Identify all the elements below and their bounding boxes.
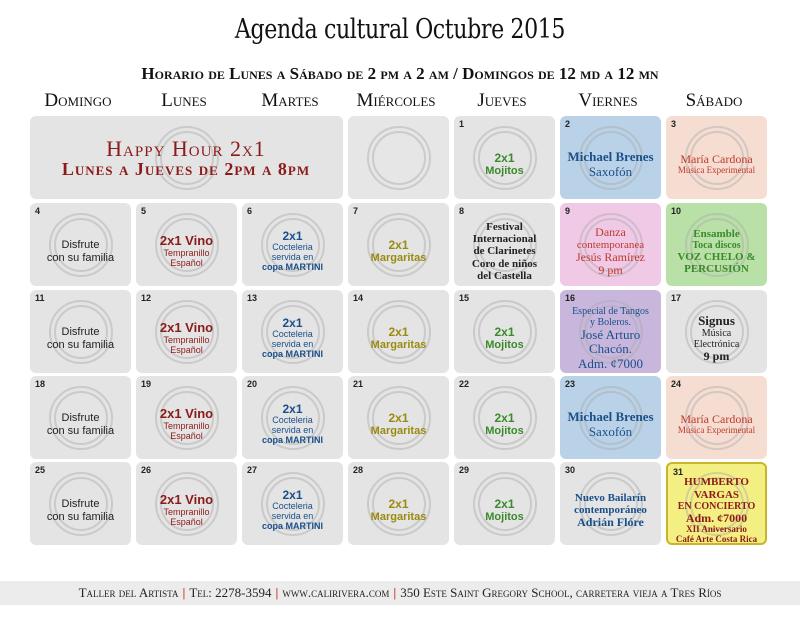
event-details bbox=[457, 308, 552, 369]
event-details bbox=[139, 308, 234, 369]
event-line: Música Experimental bbox=[677, 425, 756, 436]
day-cell-20 bbox=[242, 376, 343, 459]
event-line: Tempranillo bbox=[163, 334, 210, 345]
event-line: 2x1 bbox=[494, 496, 515, 511]
event-line: Español bbox=[170, 430, 203, 441]
page-title: Agenda cultural Octubre 2015 bbox=[234, 14, 566, 45]
event-line: copa MARTINI bbox=[261, 521, 323, 532]
day-number: 18 bbox=[35, 379, 46, 389]
day-number: 1 bbox=[459, 119, 465, 129]
day-cell-31 bbox=[666, 462, 767, 545]
day-cell-18 bbox=[30, 376, 131, 459]
day-cell-24 bbox=[666, 376, 767, 459]
day-number: 20 bbox=[247, 379, 258, 389]
day-cell-22 bbox=[454, 376, 555, 459]
day-cell-empty bbox=[348, 116, 449, 199]
event-line: 2x1 bbox=[282, 316, 303, 331]
day-cell-19 bbox=[136, 376, 237, 459]
event-line: Michael Brenes bbox=[567, 149, 654, 165]
event-details bbox=[669, 394, 764, 455]
day-number: 16 bbox=[565, 293, 576, 303]
day-cell-13 bbox=[242, 290, 343, 373]
event-line: Mojitos bbox=[485, 165, 524, 178]
event-line: 2x1 Vino bbox=[159, 320, 214, 336]
day-miercoles: Miércoles bbox=[356, 90, 436, 111]
event-line: Signus bbox=[698, 312, 735, 328]
event-details bbox=[563, 221, 658, 282]
day-lunes: Lunes bbox=[161, 90, 207, 111]
event-line: Mojitos bbox=[485, 339, 524, 352]
day-cell-7 bbox=[348, 203, 449, 286]
event-details bbox=[33, 394, 128, 455]
event-line: Disfrute bbox=[61, 239, 100, 252]
day-jueves: Jueves bbox=[477, 90, 527, 111]
day-cell-10 bbox=[666, 203, 767, 286]
event-line: Saxofón bbox=[588, 163, 633, 179]
day-number: 15 bbox=[459, 293, 470, 303]
event-line: y Boleros. bbox=[589, 317, 632, 329]
event-line: Café Arte Costa Rica bbox=[675, 533, 758, 544]
event-line: 2x1 bbox=[388, 324, 409, 339]
event-line: Disfrute bbox=[61, 498, 100, 511]
day-cell-25 bbox=[30, 462, 131, 545]
event-details bbox=[669, 134, 764, 195]
day-number: 6 bbox=[247, 206, 253, 216]
event-line: EN CONCIERTO bbox=[677, 500, 756, 512]
day-number: 28 bbox=[353, 465, 364, 475]
day-number: 4 bbox=[35, 206, 41, 216]
event-line: 2x1 bbox=[282, 488, 303, 503]
event-details bbox=[245, 394, 340, 455]
day-cell-1 bbox=[454, 116, 555, 199]
event-details bbox=[33, 308, 128, 369]
event-line: Electrónica bbox=[693, 339, 740, 351]
event-line: Adm. ¢7000 bbox=[578, 355, 643, 371]
event-line: del Castella bbox=[477, 269, 532, 282]
event-details bbox=[33, 221, 128, 282]
event-line: Disfrute bbox=[61, 326, 100, 339]
event-details bbox=[245, 308, 340, 369]
event-line: 2x1 bbox=[282, 402, 303, 417]
opening-hours: Horario de Lunes a Sábado de 2 pm a 2 am / Domingos de 12 md a 12 mn bbox=[141, 64, 659, 83]
event-details bbox=[563, 308, 658, 369]
event-line: Jesús Ramírez bbox=[576, 249, 645, 264]
event-line: servida en bbox=[271, 425, 314, 436]
event-line: copa MARTINI bbox=[261, 435, 323, 446]
day-number: 24 bbox=[671, 379, 682, 389]
day-cell-12 bbox=[136, 290, 237, 373]
event-details bbox=[671, 476, 762, 544]
event-line: Margaritas bbox=[370, 339, 427, 352]
event-line: Margaritas bbox=[370, 252, 427, 265]
day-number: 11 bbox=[35, 293, 45, 303]
day-number: 12 bbox=[141, 293, 152, 303]
day-cell-27 bbox=[242, 462, 343, 545]
event-line: Tempranillo bbox=[163, 506, 210, 517]
event-details bbox=[351, 394, 446, 455]
event-line: Español bbox=[170, 344, 203, 355]
event-line: PERCUSIÓN bbox=[684, 263, 749, 276]
event-line: Coro de niños bbox=[471, 257, 538, 270]
day-cell-3 bbox=[666, 116, 767, 199]
happy-hour-schedule: Lunes a Jueves de 2pm a 8pm bbox=[61, 159, 311, 180]
event-line: con su familia bbox=[46, 510, 115, 523]
event-line: VOZ CHELO & bbox=[677, 250, 756, 263]
event-line: Adrián Flóre bbox=[577, 515, 644, 529]
event-line: 2x1 bbox=[494, 324, 515, 339]
event-line: Margaritas bbox=[370, 425, 427, 438]
day-cell-30 bbox=[560, 462, 661, 545]
event-line: Cocteleria bbox=[272, 242, 313, 253]
day-number: 2 bbox=[565, 119, 571, 129]
footer-phone: Tel: 2278-3594 bbox=[189, 585, 272, 600]
event-line: 2x1 bbox=[494, 410, 515, 425]
day-cell-8 bbox=[454, 203, 555, 286]
day-number: 22 bbox=[459, 379, 470, 389]
event-details bbox=[669, 221, 764, 282]
event-details bbox=[669, 308, 764, 369]
event-line: Festival bbox=[486, 221, 523, 234]
event-line: Nuevo Bailarín bbox=[574, 491, 647, 504]
event-details bbox=[139, 394, 234, 455]
event-line: Chacón. bbox=[589, 341, 632, 357]
day-number: 8 bbox=[459, 206, 465, 216]
event-line: 2x1 Vino bbox=[159, 492, 214, 508]
event-line: Ensamble bbox=[693, 227, 740, 240]
event-line: Español bbox=[170, 516, 203, 527]
day-number: 7 bbox=[353, 206, 359, 216]
event-line: 9 pm bbox=[598, 263, 623, 278]
event-line: de Clarinetes bbox=[473, 245, 536, 258]
happy-hour-banner bbox=[32, 118, 340, 198]
day-domingo: Domingo bbox=[44, 90, 112, 111]
day-cell-16 bbox=[560, 290, 661, 373]
footer-contact: Taller del Artista | Tel: 2278-3594 | www.calirivera.com | 350 Este Saint Gregory School, carretera vieja a Tres Ríos bbox=[0, 581, 800, 605]
day-number: 23 bbox=[565, 379, 576, 389]
event-details bbox=[33, 480, 128, 541]
day-number: 14 bbox=[353, 293, 364, 303]
day-number: 10 bbox=[671, 206, 682, 216]
event-line: servida en bbox=[271, 339, 314, 350]
day-cell-15 bbox=[454, 290, 555, 373]
day-cell-26 bbox=[136, 462, 237, 545]
event-details bbox=[563, 394, 658, 455]
event-line: Disfrute bbox=[61, 412, 100, 425]
event-line: 2x1 bbox=[282, 229, 303, 244]
event-details bbox=[563, 480, 658, 541]
event-details bbox=[351, 308, 446, 369]
footer-address: 350 Este Saint Gregory School, carretera vieja a Tres Ríos bbox=[400, 585, 722, 600]
event-details bbox=[139, 480, 234, 541]
day-cell-21 bbox=[348, 376, 449, 459]
event-line: HUMBERTO bbox=[684, 476, 749, 489]
event-line: Mojitos bbox=[485, 425, 524, 438]
event-line: Cocteleria bbox=[272, 501, 313, 512]
event-line: Tempranillo bbox=[163, 420, 210, 431]
day-number: 13 bbox=[247, 293, 258, 303]
day-number: 27 bbox=[247, 465, 258, 475]
weekday-header bbox=[26, 90, 776, 114]
day-number: 19 bbox=[141, 379, 152, 389]
day-number: 25 bbox=[35, 465, 46, 475]
event-details bbox=[457, 221, 552, 282]
day-cell-4 bbox=[30, 203, 131, 286]
event-line: 2x1 bbox=[388, 237, 409, 252]
event-line: servida en bbox=[271, 252, 314, 263]
event-details bbox=[457, 394, 552, 455]
event-details bbox=[457, 480, 552, 541]
day-cell-14 bbox=[348, 290, 449, 373]
event-line: VARGAS bbox=[693, 488, 740, 501]
event-line: Danza bbox=[595, 224, 626, 239]
footer-website[interactable]: www.calirivera.com bbox=[282, 585, 390, 600]
day-number: 31 bbox=[673, 467, 684, 477]
day-cell-2 bbox=[560, 116, 661, 199]
event-line: José Arturo bbox=[580, 327, 641, 343]
event-details bbox=[245, 221, 340, 282]
event-line: 2x1 bbox=[388, 410, 409, 425]
event-line: servida en bbox=[271, 511, 314, 522]
day-sabado: Sábado bbox=[685, 90, 743, 111]
event-line: contemporanea bbox=[576, 238, 645, 251]
event-line: María Cardona bbox=[680, 411, 753, 426]
day-cell-11 bbox=[30, 290, 131, 373]
event-line: Mojitos bbox=[485, 511, 524, 524]
event-line: Tempranillo bbox=[163, 247, 210, 258]
day-number: 30 bbox=[565, 465, 576, 475]
day-viernes: Viernes bbox=[578, 90, 638, 111]
event-line: 2x1 bbox=[494, 150, 515, 165]
event-details bbox=[457, 134, 552, 195]
event-line: Adm. ¢7000 bbox=[685, 510, 748, 525]
event-line: Saxofón bbox=[588, 423, 633, 439]
event-line: Cocteleria bbox=[272, 329, 313, 340]
day-cell-28 bbox=[348, 462, 449, 545]
event-details bbox=[351, 134, 446, 195]
event-line: Margaritas bbox=[370, 511, 427, 524]
event-line: Toca discos bbox=[692, 239, 741, 251]
event-line: Cocteleria bbox=[272, 415, 313, 426]
event-line: Música Experimental bbox=[677, 165, 756, 176]
day-martes: Martes bbox=[261, 90, 319, 111]
event-details bbox=[563, 134, 658, 195]
day-number: 29 bbox=[459, 465, 470, 475]
event-line: contemporáneo bbox=[574, 503, 647, 516]
day-cell-29 bbox=[454, 462, 555, 545]
event-line: María Cardona bbox=[680, 151, 753, 166]
event-line: 2x1 Vino bbox=[159, 406, 214, 422]
day-cell-5 bbox=[136, 203, 237, 286]
day-cell-23 bbox=[560, 376, 661, 459]
day-number: 21 bbox=[353, 379, 364, 389]
event-line: con su familia bbox=[46, 338, 115, 351]
event-details bbox=[245, 480, 340, 541]
event-line: con su familia bbox=[46, 424, 115, 437]
event-details bbox=[351, 480, 446, 541]
event-line: Música bbox=[701, 328, 732, 340]
event-line: copa MARTINI bbox=[261, 262, 323, 273]
day-number: 3 bbox=[671, 119, 677, 129]
happy-hour-title: Happy Hour 2x1 bbox=[106, 136, 266, 161]
event-line: Español bbox=[170, 257, 203, 268]
event-line: Michael Brenes bbox=[567, 409, 654, 425]
event-line: 9 pm bbox=[703, 349, 730, 364]
event-line: 2x1 Vino bbox=[159, 233, 214, 249]
event-details bbox=[351, 221, 446, 282]
event-line: copa MARTINI bbox=[261, 349, 323, 360]
day-number: 17 bbox=[671, 293, 682, 303]
event-line: XII Aniversario bbox=[686, 523, 747, 534]
event-line: Internacional bbox=[472, 233, 537, 246]
event-line: Especial de Tangos bbox=[572, 306, 649, 318]
day-number: 9 bbox=[565, 206, 571, 216]
day-cell-6 bbox=[242, 203, 343, 286]
day-cell-17 bbox=[666, 290, 767, 373]
event-details bbox=[139, 221, 234, 282]
event-line: con su familia bbox=[46, 251, 115, 264]
event-line: 2x1 bbox=[388, 496, 409, 511]
footer-studio: Taller del Artista bbox=[78, 585, 179, 600]
day-number: 26 bbox=[141, 465, 152, 475]
day-cell-9 bbox=[560, 203, 661, 286]
day-number: 5 bbox=[141, 206, 147, 216]
